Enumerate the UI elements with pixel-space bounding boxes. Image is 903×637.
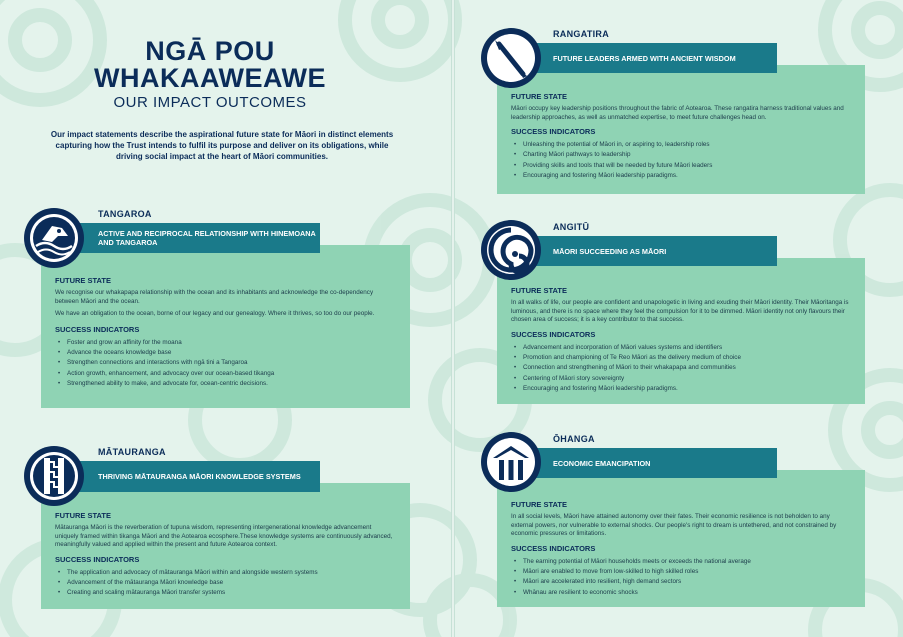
success-indicators-label: SUCCESS INDICATORS [511,543,596,553]
future-state-text: We have an obligation to the ocean, borne of our legacy and our genealogy. Where it thrives, so too do our people. [55,310,375,317]
future-state-label: FUTURE STATE [511,286,567,295]
future-state-label: FUTURE STATE [511,500,567,509]
indicator-list [55,568,395,599]
list-item: • Unleashing the potential of Māori in, or aspiring to, leadership roles [523,140,851,150]
poutama-icon [22,444,86,508]
list-item: • Māori are accelerated into resilient, high demand sectors [523,577,851,587]
future-state-label: FUTURE STATE [55,511,111,520]
list-item: • Centering of Māori story sovereignty [523,374,851,384]
future-state-text: Mātauranga Māori is the reverberation of tupuna wisdom, representing intergenerational knowledge advancement uniquely framed within tikanga Māori and the Aotearoa ecosphere.These knowledge systems are continuously advanced, meaningfully valued and applied within the present and future Aotearoa context. [55,524,393,548]
list-item: • Encouraging and fostering Māori leadership paradigms. [523,384,851,394]
wave-icon [22,206,86,270]
ohanga-banner: ECONOMIC EMANCIPATION [515,448,777,478]
page-spine [451,0,455,637]
left-page [0,0,451,637]
ohanga-heading: ŌHANGA [553,434,595,444]
success-indicators-label: SUCCESS INDICATORS [55,324,140,334]
tangaroa-heading: TANGAROA [98,209,152,219]
future-state-text: In all social levels, Māori have attained autonomy over their fates. Their economic resilience is not beholden to any external powers, nor vulnerable to external shocks. Our people's right to dream is untethered, and not constrained by economic pressures or limitations. [511,513,837,537]
list-item: • Providing skills and tools that will be needed by future Māori leaders [523,161,851,171]
title-line-1: NGĀ POU [145,36,275,66]
angitu-card [497,258,865,404]
taiaha-icon [479,26,543,90]
rangatira-card [497,65,865,194]
list-item: • Action growth, enhancement, and advocacy over our ocean-based tikanga [67,369,395,379]
list-item: • Whānau are resilient to economic shocks [523,588,851,598]
angitu-banner: MĀORI SUCCEEDING AS MĀORI [515,236,777,266]
koru-icon [479,218,543,282]
list-item: • Creating and scaling mātauranga Māori transfer systems [67,588,395,598]
future-state-text: We recognise our whakapapa relationship with the ocean and its inhabitants and acknowledge the co-dependency between Māori and the ocean. [55,289,374,305]
list-item: • Connection and strengthening of Māori to their whakapapa and communities [523,363,851,373]
list-item: • Māori are enabled to move from low-skilled to high skilled roles [523,567,851,577]
matauranga-banner: THRIVING MĀTAURANGA MĀORI KNOWLEDGE SYSTEMS [60,461,320,492]
tangaroa-card [41,245,410,408]
success-indicators-label: SUCCESS INDICATORS [55,554,140,564]
right-page [455,0,903,637]
success-indicators-label: SUCCESS INDICATORS [511,127,596,136]
angitu-heading: ANGITŪ [553,222,590,232]
rangatira-banner: FUTURE LEADERS ARMED WITH ANCIENT WISDOM [515,43,777,73]
list-item: • The application and advocacy of mātauranga Māori within and alongside western systems [67,568,395,578]
list-item: • Advance the oceans knowledge base [67,348,395,358]
tangaroa-banner: ACTIVE AND RECIPROCAL RELATIONSHIP WITH HINEMOANA AND TANGAROA [60,223,320,253]
matauranga-card [41,483,410,609]
indicator-list [55,338,395,390]
rangatira-heading: RANGATIRA [553,29,610,39]
matauranga-heading: MĀTAURANGA [98,447,166,457]
indicator-list [511,140,851,182]
intro-text: Our impact statements describe the aspirational future state for Māori in distinct elements capturing how the Trust intends to fulfil its purpose and deliver on its obligations, while driving social impact at the heart of Māori communities. [50,130,394,161]
success-indicators-label: SUCCESS INDICATORS [511,329,596,339]
list-item: • Strengthened ability to make, and advocate for, ocean-centric decisions. [67,379,395,389]
wharenui-icon [479,430,543,494]
future-state-text: In all walks of life, our people are confident and unapologetic in living and exuding their Māori identity. Their Māoritanga is luminous, and there is no space where they feel the compulsion for it to be dimmed. Māori identity not only flavours their chosen area of success; it is a key contributor to that success. [511,299,849,323]
list-item: • Promotion and championing of Te Reo Māori as the delivery medium of choice [523,353,851,363]
subtitle: OUR IMPACT OUTCOMES [113,94,307,111]
indicator-list [511,557,851,599]
title-line-2: WHAKAAWEAWE [94,63,326,93]
future-state-label: FUTURE STATE [55,276,111,285]
ohanga-card [497,470,865,607]
list-item: • Charting Māori pathways to leadership [523,150,851,160]
list-item: • Strengthen connections and interactions with ngā tini a Tangaroa [67,358,395,368]
list-item: • Advancement of the mātauranga Māori knowledge base [67,578,395,588]
list-item: • The earning potential of Māori households meets or exceeds the national average [523,557,851,567]
future-state-label: FUTURE STATE [511,92,567,101]
list-item: • Encouraging and fostering Māori leadership paradigms. [523,171,851,181]
future-state-text: Māori occupy key leadership positions throughout the fabric of Aotearoa. These rangatira harness traditional values and leadership approaches, as well as unmatched expertise, to meet future challenges head on. [511,105,844,121]
indicator-list [511,343,851,395]
page-heading [60,38,360,111]
list-item: • Foster and grow an affinity for the moana [67,338,395,348]
list-item: • Advancement and incorporation of Māori values systems and identifiers [523,343,851,353]
